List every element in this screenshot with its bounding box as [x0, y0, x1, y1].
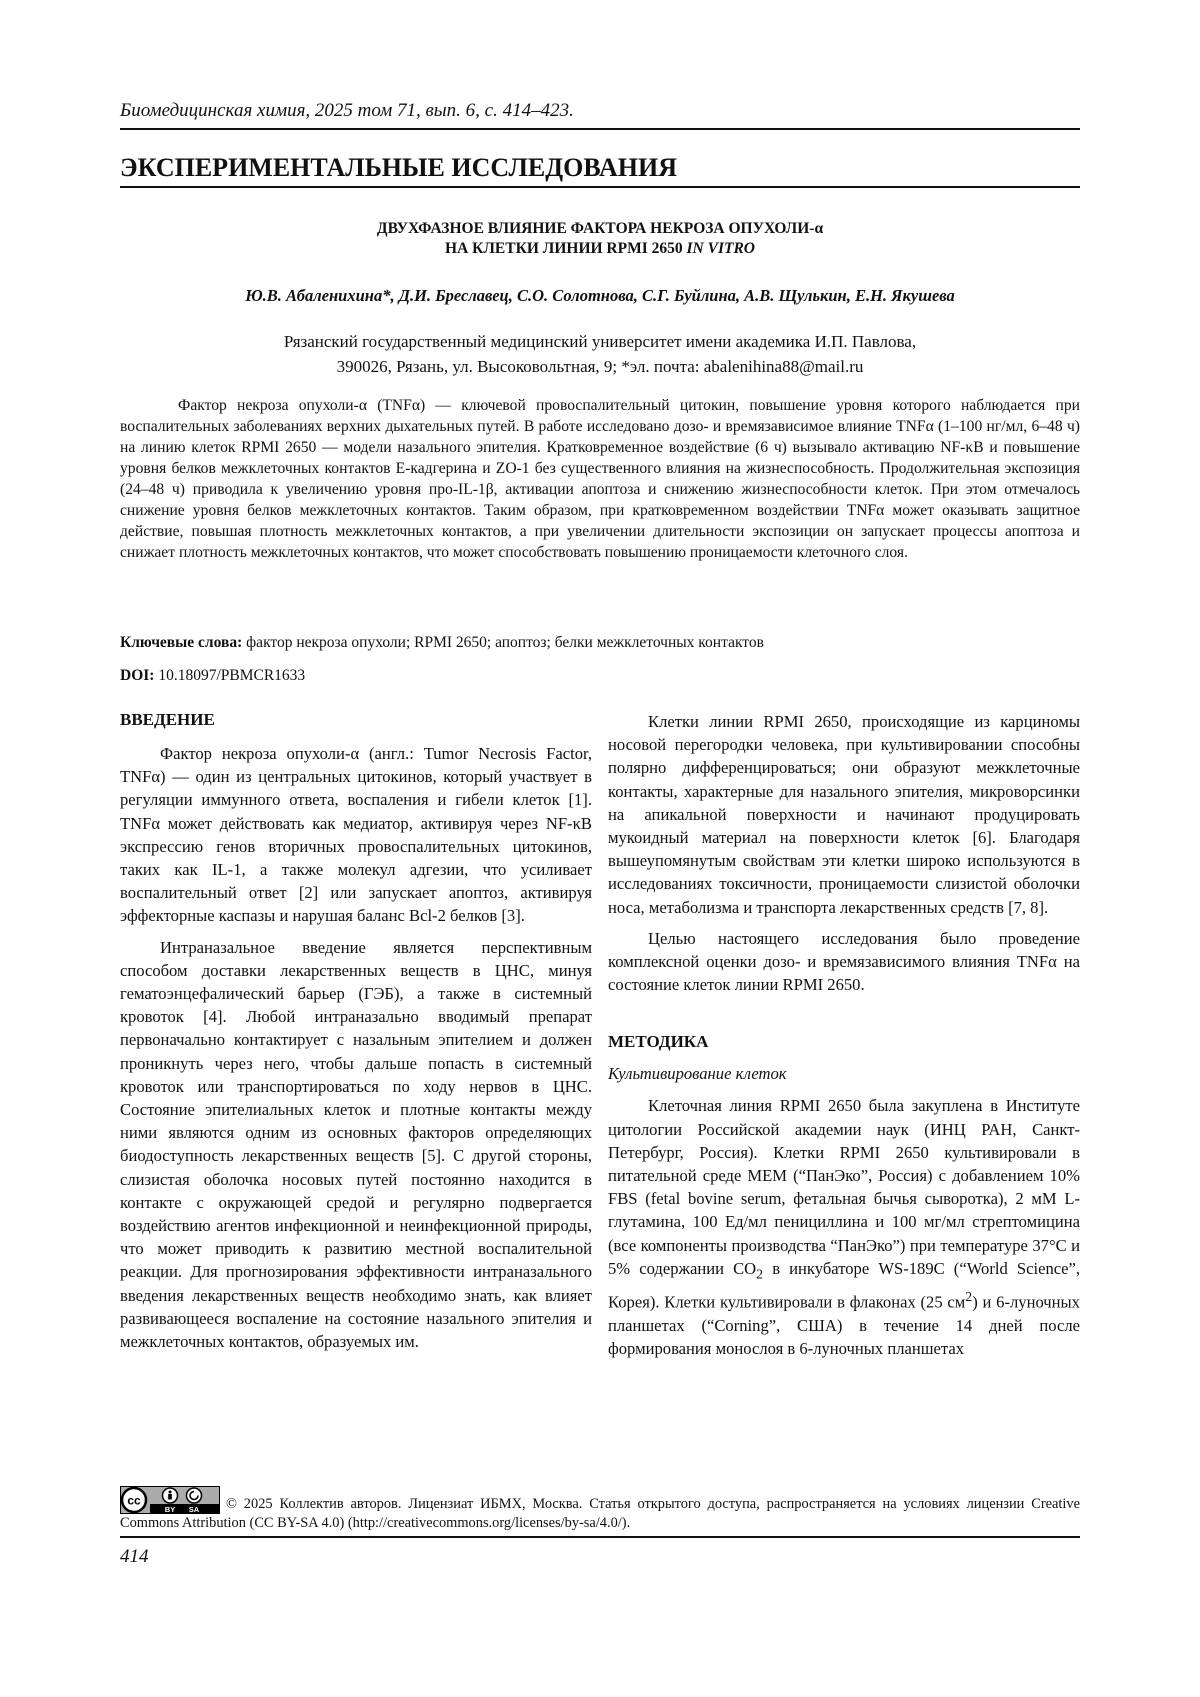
methods-text-a: Клеточная линия RPMI 2650 была закуплена в Институте цитологии Российской академии наук (ИНЦ РАН, Санкт-Петербург, Россия). Клетки RPMI 2650 культивировали в питательной среде MEM (“ПанЭко”, Россия) с добавлением 10% FBS (fetal bovine serum, фетальная бычья сыворотка), 2 мМ L-глутамина, 100 Ед/мл пенициллина и 100 мг/мл стрептомицина (все компоненты производства “ПанЭко”) при температуре 37°C и 5% содержании CO — [608, 1096, 1080, 1278]
header-rule — [120, 128, 1080, 130]
affiliation-line-2: 390026, Рязань, ул. Высоковольтная, 9; *эл. почта: abalenihina88@mail.ru — [336, 357, 864, 376]
badge-by-label: BY — [164, 1505, 176, 1514]
license-text: © 2025 Коллектив авторов. Лицензиат ИБМХ, Москва. Статья открытого доступа, распространяется на условиях лицензии Creative Commons Attribution (CC BY-SA 4.0) (http://creativecommons.org/licenses/by-sa/4.0/). — [120, 1496, 1080, 1531]
methods-text-b: в инкубаторе WS-189C (“World Science”, Корея). Клетки культивировали в флаконах (25 см — [608, 1258, 1080, 1312]
section-rule — [120, 186, 1080, 188]
article-title — [120, 219, 1080, 259]
intro-paragraph-1: Фактор некроза опухоли-α (англ.: Tumor Necrosis Factor, TNFα) — один из центральных цитокинов, который участвует в регуляции иммунного ответа, воспаления и гибели клеток [1]. TNFα может действовать как медиатор, активируя через NF-κB экспрессию генов вторичных провоспалительных цитокинов, таких как IL-1, а также молекул адгезии, что усиливает воспалительный ответ [2] или запускает апоптоз, активируя эффекторные каспазы и нарушая баланс Bcl-2 белков [3]. — [120, 744, 592, 926]
section-banner: ЭКСПЕРИМЕНТАЛЬНЫЕ ИССЛЕДОВАНИЯ — [120, 153, 678, 182]
keywords-text: фактор некроза опухоли; RPMI 2650; апоптоз; белки межклеточных контактов — [246, 634, 764, 651]
title-line-2-text: НА КЛЕТКИ ЛИНИИ RPMI 2650 — [445, 240, 683, 257]
intro-paragraph-2: Интраназальное введение является перспективным способом доставки лекарственных веществ в ЦНС, минуя гематоэнцефалический барьер (ГЭБ), а также в системный кровоток [4]. Любой интраназально вводимый препарат первоначально контактирует с назальным эпителием и должен проникнуть через него, чтобы дальше попасть в системный кровоток или транспортироваться по ходу нервов в ЦНС. Состояние эпителиальных клеток и плотные контакты между ними являются одним из основных факторов определяющих биодоступность лекарственных веществ [5]. С другой стороны, слизистая оболочка носовых путей постоянно находится в контакте с окружающей средой и регулярно подвергается воздействию агентов инфекционной и неинфекционной природы, что может приводить к развитию местной воспалительной реакции. Для прогнозирования эффективности интраназального введения лекарственных веществ необходимо знать, как влияет развивающееся воспаление на состояние назального эпителия и межклеточных контактов, образуемых им. — [120, 937, 592, 1352]
doi-label: DOI: — [120, 667, 155, 684]
title-line-2 — [120, 239, 1080, 259]
co2-subscript: 2 — [756, 1266, 764, 1282]
page-number: 414 — [120, 1546, 149, 1567]
intro-heading: ВВЕДЕНИЕ — [120, 710, 215, 729]
title-line-1: ДВУХФАЗНОЕ ВЛИЯНИЕ ФАКТОРА НЕКРОЗА ОПУХОЛИ-α — [376, 220, 824, 237]
license-notice — [120, 1486, 1080, 1533]
keywords — [120, 634, 1080, 652]
doi — [120, 667, 1080, 685]
keywords-label: Ключевые слова: — [120, 634, 243, 651]
methods-heading: МЕТОДИКА — [608, 1032, 709, 1052]
column-left — [120, 710, 592, 1361]
section-gap — [608, 1004, 1080, 1032]
column-right — [608, 710, 1080, 1369]
author-list: Ю.В. Абаленихина*, Д.И. Бреславец, С.О. Солотнова, С.Г. Буйлина, А.В. Щулькин, Е.Н. Якушева — [245, 286, 955, 305]
doi-value: 10.18097/PBMCR1633 — [158, 667, 306, 684]
journal-citation: Биомедицинская химия, 2025 том 71, вып. 6, с. 414–423. — [120, 100, 574, 121]
abstract: Фактор некроза опухоли-α (TNFα) — ключевой провоспалительный цитокин, повышение уровня которого наблюдается при воспалительных заболеваниях верхних дыхательных путей. В работе исследовано дозо- и времязависимое влияние TNFα (1–100 нг/мл, 6–48 ч) на линию клеток RPMI 2650 — модели назального эпителия. Кратковременное воздействие (6 ч) вызывало активацию NF-κB и повышение уровня белков межклеточных контактов Е-кадгерина и ZO-1 без существенного влияния на жизнеспособность. Продолжительная экспозиция (24–48 ч) приводила к увеличению уровня про-IL-1β, активации апоптоза и снижению жизнеспособности клеток. При этом отмечалось снижение уровня белков межклеточных контактов. Таким образом, при кратковременном воздействии TNFα может оказывать защитное действие, повышая плотность межклеточных контактов, а при увеличении длительности экспозиции он запускает процессы апоптоза и снижает плотность межклеточных контактов, что может способствовать повышению проницаемости клеточного слоя. — [120, 397, 1080, 561]
footer-rule — [120, 1536, 1080, 1538]
cc-by-sa-badge-icon — [120, 1486, 220, 1514]
title-in-vitro: IN VITRO — [686, 240, 755, 257]
methods-paragraph-1 — [608, 1094, 1080, 1360]
affiliation — [120, 329, 1080, 379]
methods-text-c: ) и 6-луночных планшетах (“Corning”, США) в течение 14 дней после формирования монослоя в 6-луночных планшетах — [608, 1292, 1080, 1359]
badge-sa-label: SA — [188, 1505, 200, 1514]
affiliation-line-1: Рязанский государственный медицинский университет имени академика И.П. Павлова, — [283, 332, 917, 351]
methods-subheading: Культивирование клеток — [608, 1064, 787, 1084]
intro-paragraph-3: Клетки линии RPMI 2650, происходящие из карциномы носовой перегородки человека, при культивировании способны полярно дифференцироваться; они образуют межклеточные контакты, характерные для назального эпителия, микроворсинки на апикальной поверхности и начинают продуцировать мукоидный материал на поверхности клеток [6]. Благодаря вышеупомянутым свойствам эти клетки широко используются в исследованиях токсичности, проницаемости слизистой оболочки носа, метаболизма и транспорта лекарственных средств [7, 8]. — [608, 712, 1080, 917]
intro-paragraph-4: Целью настоящего исследования было проведение комплексной оценки дозо- и времязависимого влияния TNFα на состояние клеток линии RPMI 2650. — [608, 928, 1080, 995]
cm2-superscript: 2 — [965, 1289, 973, 1305]
svg-text:cc: cc — [127, 1493, 141, 1508]
